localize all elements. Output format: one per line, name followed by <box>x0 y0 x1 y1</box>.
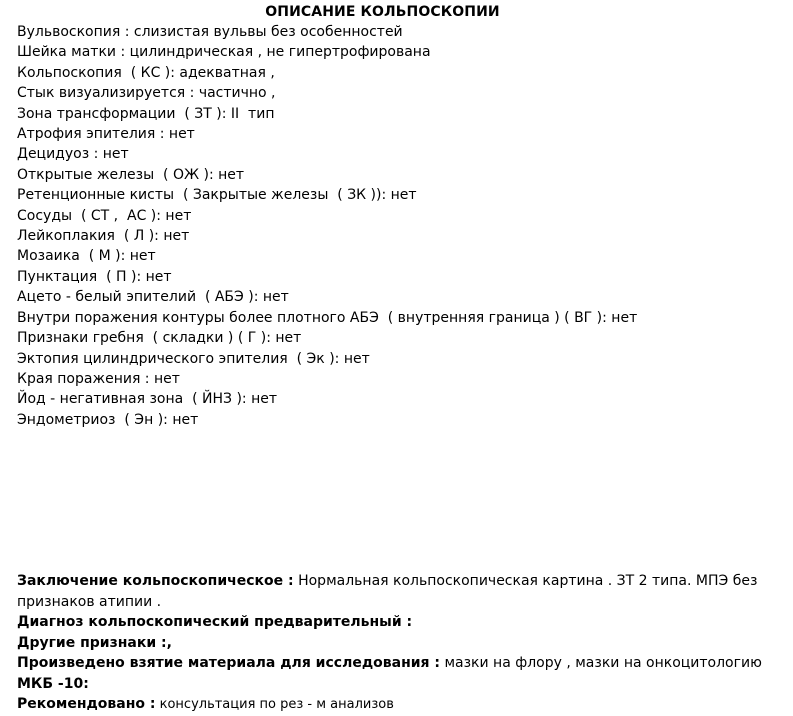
finding-line: Шейка матки : цилиндрическая , не гипертрофирована <box>17 44 431 61</box>
conclusion-label: Заключение кольпоскопическое : <box>17 573 294 589</box>
finding-line: Признаки гребня ( складки ) ( Г ): нет <box>17 330 302 347</box>
finding-line: Открытые железы ( ОЖ ): нет <box>17 166 245 183</box>
finding-line: Стык визуализируется : частично , <box>17 85 276 102</box>
icd-line <box>17 674 757 695</box>
finding-line: Вульвоскопия : слизистая вульвы без особенностей <box>17 24 403 40</box>
finding-line: Лейкоплакия ( Л ): нет <box>17 228 190 245</box>
material-label: Произведено взятие материала для исследования : <box>17 655 441 671</box>
findings-list <box>17 22 637 430</box>
other-signs-label: Другие признаки :, <box>17 634 172 651</box>
icd-label: МКБ -10: <box>17 675 89 692</box>
finding-line: Эктопия цилиндрического эпителия ( Эк ): нет <box>17 350 370 367</box>
recommended-text: консультация по рез - м анализов <box>155 697 394 712</box>
finding-line: Мозаика ( М ): нет <box>17 248 156 265</box>
conclusion-continuation: признаков атипии . <box>17 593 162 610</box>
conclusion-section <box>17 571 762 716</box>
material-text: мазки на флору , мазки на онкоцитологию <box>440 655 762 671</box>
finding-line: Йод - негативная зона ( ЙНЗ ): нет <box>17 391 278 408</box>
finding-line: Атрофия эпителия : нет <box>17 126 195 143</box>
finding-line: Внутри поражения контуры более плотного АБЭ ( внутренняя граница ) ( ВГ ): нет <box>17 309 638 326</box>
recommended-line <box>17 694 757 716</box>
diagnosis-line <box>17 612 757 633</box>
finding-line: Края поражения : нет <box>17 370 180 387</box>
document-title: ОПИСАНИЕ КОЛЬПОСКОПИИ <box>265 4 500 20</box>
finding-line: Зона трансформации ( ЗТ ): II тип <box>17 105 275 122</box>
diagnosis-label: Диагноз кольпоскопический предварительный : <box>17 614 413 630</box>
other-signs-line <box>17 633 757 654</box>
finding-line: Ретенционные кисты ( Закрытые железы ( ЗК )): нет <box>17 187 417 204</box>
conclusion-line <box>17 571 757 592</box>
finding-line: Сосуды ( СТ , АС ): нет <box>17 207 192 224</box>
material-line <box>17 653 762 674</box>
finding-line: Кольпоскопия ( КС ): адекватная , <box>17 64 275 81</box>
finding-line: Пунктация ( П ): нет <box>17 268 172 285</box>
finding-line: Ацето - белый эпителий ( АБЭ ): нет <box>17 289 289 306</box>
conclusion-text: Нормальная кольпоскопическая картина . ЗТ 2 типа. МПЭ без <box>293 573 758 589</box>
finding-line: Децидуоз : нет <box>17 146 129 163</box>
recommended-label: Рекомендовано : <box>17 696 156 712</box>
finding-line: Эндометриоз ( Эн ): нет <box>17 411 199 428</box>
